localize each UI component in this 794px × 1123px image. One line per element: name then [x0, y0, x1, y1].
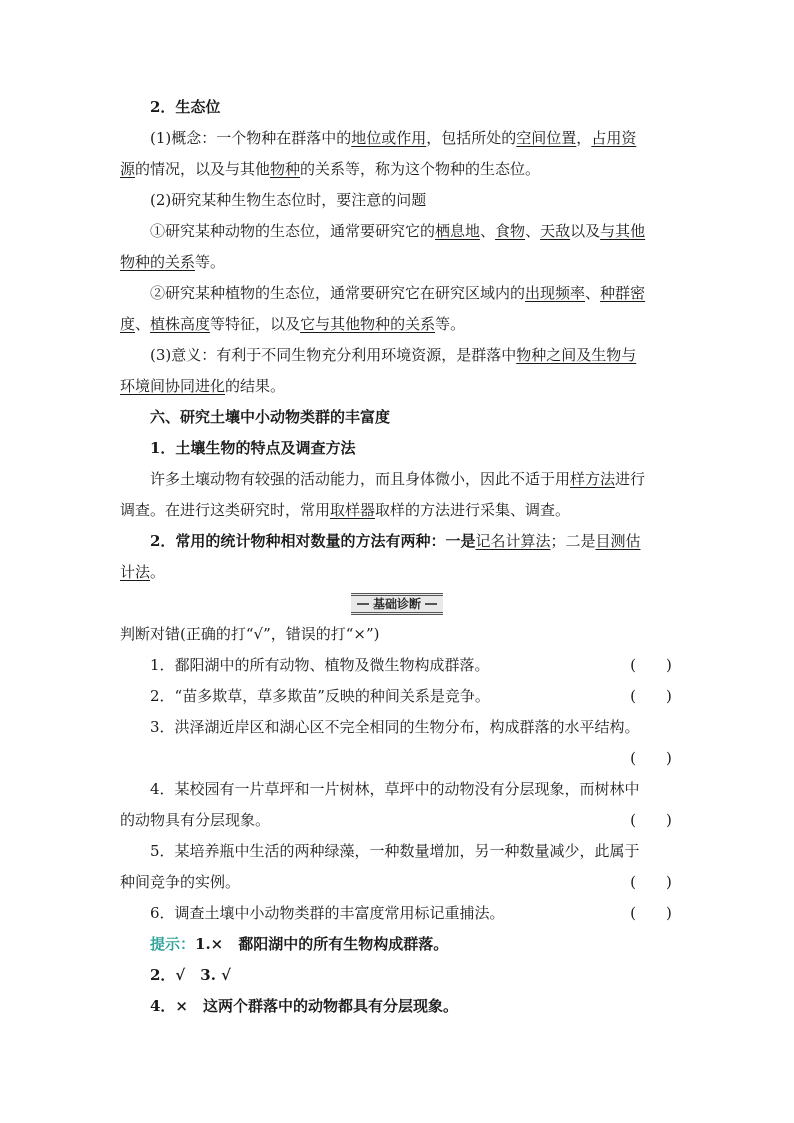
- hint-line-4: 4．× 这两个群落中的动物都具有分层现象。: [150, 997, 459, 1015]
- niche-study-title: (2)研究某种生物生态位时，要注意的问题: [150, 191, 427, 209]
- hint-line-1: 提示：1.× 鄱阳湖中的所有生物构成群落。: [150, 935, 449, 953]
- answer-row-3: [120, 743, 674, 774]
- answer-blank-1: ( ): [630, 656, 672, 674]
- niche-concept-line1: (1)概念：一个物种在群落中的地位或作用，包括所处的空间位置，占用资: [150, 129, 637, 147]
- diagnosis-banner-row: [120, 588, 674, 619]
- soil-subsection-title: 1．土壤生物的特点及调查方法: [150, 439, 356, 457]
- plant-niche-line2: 度、植株高度等特征，以及它与其他物种的关系等。: [120, 315, 466, 333]
- question-4-line1: 4．某校园有一片草坪和一片树林，草坪中的动物没有分层现象，而树林中: [150, 780, 640, 798]
- diagnosis-banner: 基础诊断: [351, 593, 443, 615]
- banner-right-dash: [425, 603, 437, 605]
- soil-para1-line1: 许多土壤动物有较强的活动能力，而且身体微小，因此不适于用样方法进行: [150, 470, 646, 488]
- section-title-niche: 2．生态位: [150, 98, 221, 116]
- question-6: 6．调查土壤中小动物类群的丰富度常用标记重捕法。 ( ): [120, 898, 674, 929]
- niche-concept-line2: 源的情况，以及与其他物种的关系等，称为这个物种的生态位。: [120, 160, 541, 178]
- question-5-line1: 5．某培养瓶中生活的两种绿藻，一种数量增加，另一种数量减少，此属于: [150, 842, 640, 860]
- question-2: 2．“苗多欺草，草多欺苗”反映的种间关系是竞争。 ( ): [120, 681, 674, 712]
- animal-niche-line1: ①研究某种动物的生态位，通常要研究它的栖息地、食物、天敌以及与其他: [150, 222, 646, 240]
- answer-blank-6: ( ): [630, 904, 672, 922]
- question-3: 3．洪泽湖近岸区和湖心区不完全相同的生物分布，构成群落的水平结构。: [150, 718, 640, 736]
- soil-para2-line2: 计法。: [120, 563, 166, 581]
- answer-blank-4: ( ): [630, 811, 672, 829]
- section-title-soil-animals: 六、研究土壤中小动物类群的丰富度: [150, 408, 391, 426]
- soil-para2-line1: 2．常用的统计物种相对数量的方法有两种：一是记名计算法；二是目测估: [150, 532, 641, 550]
- answer-blank-3: ( ): [630, 749, 672, 767]
- answer-blank-2: ( ): [630, 687, 672, 705]
- soil-para1-line2: 调查。在进行这类研究时，常用取样器取样的方法进行采集、调查。: [120, 501, 571, 519]
- question-4-line2: 的动物具有分层现象。 ( ): [120, 805, 674, 836]
- hint-label: 提示：: [150, 935, 196, 953]
- niche-meaning-line1: (3)意义：有利于不同生物充分利用环境资源，是群落中物种之间及生物与: [150, 346, 637, 364]
- animal-niche-line2: 物种的关系等。: [120, 253, 226, 271]
- banner-left-dash: [357, 603, 369, 605]
- question-5-line2: 种间竞争的实例。 ( ): [120, 867, 674, 898]
- document-page: [120, 92, 674, 1022]
- plant-niche-line1: ②研究某种植物的生态位，通常要研究它在研究区域内的出现频率、种群密: [150, 284, 646, 302]
- hint-line-2: 2．√ 3. √: [150, 966, 232, 984]
- question-1: 1．鄱阳湖中的所有动物、植物及微生物构成群落。 ( ): [120, 650, 674, 681]
- diagnosis-instruction: 判断对错(正确的打“√”，错误的打“×”): [120, 625, 380, 643]
- niche-meaning-line2: 环境间协同进化的结果。: [120, 377, 286, 395]
- answer-blank-5: ( ): [630, 873, 672, 891]
